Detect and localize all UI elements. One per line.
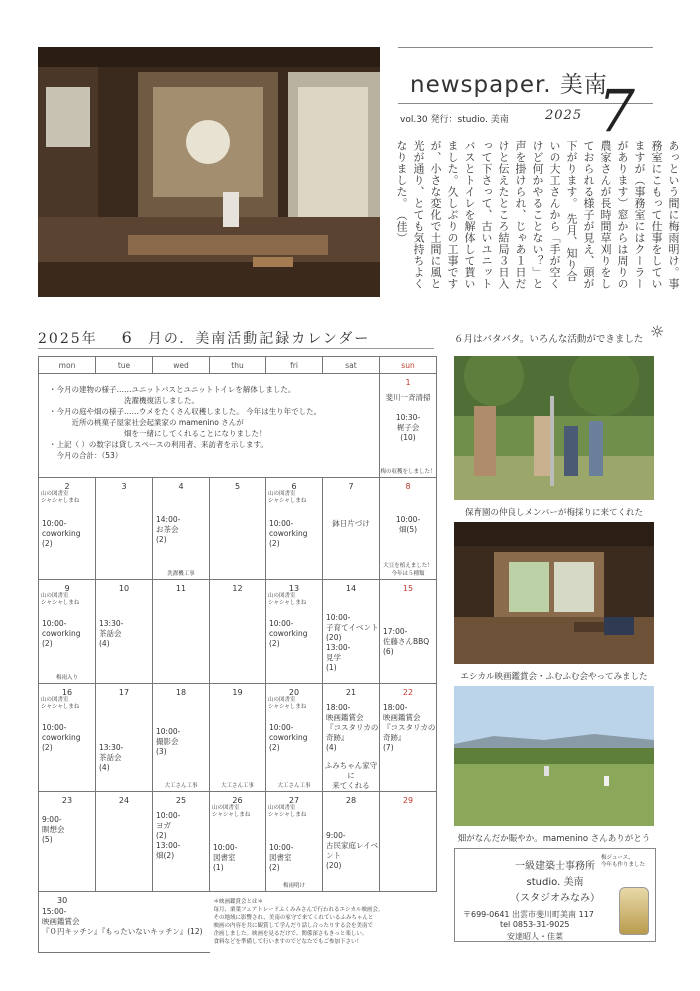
day-cell	[323, 684, 380, 792]
day-number: 24	[118, 796, 130, 805]
calendar-heading	[38, 328, 370, 348]
office-type: 一級建築士事務所	[515, 861, 595, 872]
office-tel: tel 0853-31-9025	[500, 920, 570, 929]
day-small-note: 山の図書室 シャシャしまね	[41, 697, 80, 710]
event-text: 10:30- 梶子会 (10)	[395, 413, 421, 442]
day-number: 9	[64, 584, 70, 593]
day-cell	[323, 792, 380, 892]
event-text: 10:00- 図書室 (1)	[213, 843, 238, 872]
weekday-fri: fri	[266, 357, 323, 374]
weekday-mon: mon	[39, 357, 96, 374]
event-text: 斐川一斉清掃	[385, 393, 431, 402]
photo3-caption: 畑がなんだか賑やか。mamenino さんありがとう	[457, 834, 651, 844]
day-footnote: 洗濯機工事	[167, 571, 195, 577]
day-small-note: 山の図書室 シャシャしまね	[268, 697, 307, 710]
office-name: studio. 美南	[526, 877, 584, 888]
event-text: 10:00- coworking (2)	[269, 519, 308, 548]
calendar-side-note: ６月はバタバタ。いろんな活動ができました	[454, 334, 644, 345]
event-text: 17:00- 佐藤さんBBQ (6)	[383, 627, 430, 656]
event-text: 15:00- 映画鑑賞会 『０円キッチン』『もったいないキッチン』(12)	[42, 907, 203, 936]
day-number: 12	[232, 584, 243, 593]
day-number: 30	[57, 896, 68, 905]
calendar-title: 月の．美南活動記録カレンダー	[147, 331, 371, 347]
event-text: 13:30- 茶話会 (4)	[99, 619, 124, 648]
day-number: 2	[64, 482, 70, 491]
sun-doodle-icon: ☼	[650, 322, 665, 341]
day-number: 18	[175, 688, 187, 697]
photo1-caption: 保育園の仲良しメンバーが梅採りに来てくれた	[465, 508, 643, 518]
day-cell	[39, 792, 96, 892]
weekday-sat: sat	[323, 357, 380, 374]
event-text: 10:00- coworking (2)	[42, 519, 81, 548]
day-cell	[266, 792, 323, 892]
day-number: 6	[291, 482, 297, 491]
day-number: 1	[405, 378, 411, 387]
event-text: 18:00- 映画鑑賞会 『コスタリカの奇跡』 (4)	[326, 703, 379, 752]
day-cell	[39, 478, 96, 580]
film-screening-photo	[454, 522, 654, 664]
interior-photo	[38, 47, 380, 297]
weekday-tue: tue	[96, 357, 153, 374]
event-text: 10:00- 子育てイベント (20) 13:00- 見学 (1)	[326, 613, 379, 672]
office-names: 安達昭人・佳菜	[507, 932, 563, 941]
day-number: 5	[234, 482, 241, 491]
event-text: 10:00- coworking (2)	[42, 619, 81, 648]
day-number: 17	[118, 688, 130, 697]
day-cell	[39, 892, 210, 953]
day-footnote: 梅の収穫をしました！	[380, 469, 436, 475]
event-text: 9:00- 古民家庭レイベント (20)	[326, 831, 379, 870]
event-text: 10:00- coworking (2)	[269, 619, 308, 648]
day-cell	[210, 792, 266, 892]
day-number: 14	[345, 584, 357, 593]
day-cell	[39, 684, 96, 792]
day-number: 19	[232, 688, 243, 697]
event-text: 9:00- 瞑想会 (5)	[42, 815, 65, 844]
activity-calendar	[38, 356, 437, 953]
day-number: 20	[288, 688, 300, 697]
day-cell	[323, 580, 380, 684]
day-small-note: 山の図書室 シャシャしまね	[41, 593, 80, 606]
office-reading: （スタジオみなみ）	[510, 893, 600, 904]
jar-note: 梅ジュース、 今年も作りました	[601, 855, 646, 868]
field-photo	[454, 686, 654, 826]
day-small-note: 山の図書室 シャシャしまね	[268, 805, 307, 818]
day-footnote: 大工さん工事	[277, 783, 311, 789]
day-cell	[210, 478, 266, 580]
day-number: 10	[118, 584, 130, 593]
event-text: 14:00- お茶会 (2)	[156, 515, 181, 544]
month-notes-cell	[39, 374, 380, 478]
newsletter-title: newspaper. 美南	[410, 72, 608, 98]
day-number: 27	[288, 796, 300, 805]
day-cell	[380, 374, 437, 478]
plum-jar-icon	[619, 887, 649, 935]
day-extra-note: ふみちゃん家守に 来てくれる	[324, 761, 378, 790]
weekday-thu: thu	[210, 357, 266, 374]
day-small-note: 山の図書室 シャシャしまね	[212, 805, 251, 818]
weekday-sun: sun	[380, 357, 437, 374]
event-text: 10:00- coworking (2)	[269, 723, 308, 752]
calendar-heading-rule	[38, 348, 434, 349]
day-small-note: 山の図書室 シャシャしまね	[268, 491, 307, 504]
day-number: 3	[121, 482, 127, 491]
day-number: 21	[345, 688, 357, 697]
day-cell	[96, 684, 153, 792]
day-cell	[210, 684, 266, 792]
day-number: 26	[232, 796, 243, 805]
day-cell	[380, 792, 437, 892]
day-cell	[96, 792, 153, 892]
day-cell	[153, 478, 210, 580]
day-cell	[96, 478, 153, 580]
day-small-note: 山の図書室 シャシャしまね	[41, 491, 80, 504]
day-footnote: 大工さん工事	[164, 783, 198, 789]
issue-year: 2025	[545, 108, 583, 123]
office-postal: 〒699-0641 出雲市斐川町美南 117	[463, 910, 594, 919]
day-cell	[323, 478, 380, 580]
day-number: 8	[405, 482, 411, 491]
office-address-box	[454, 848, 656, 942]
day-cell	[210, 580, 266, 684]
day-number: 11	[175, 584, 187, 593]
issue-month: 7	[598, 77, 635, 145]
day-number: 7	[348, 482, 354, 491]
day-cell	[266, 478, 323, 580]
day-cell	[153, 580, 210, 684]
calendar-month: 6	[121, 328, 134, 347]
day-number: 4	[178, 482, 184, 491]
issue-info: vol.30 発行：studio. 美南	[400, 115, 509, 125]
day-number: 23	[61, 796, 73, 805]
editorial-text: あっという間に梅雨明け。事務室にこもって仕事をしていますが（事務室にはクーラーがあります）窓からは周りの農家さんが長時間草刈りをしておられる様子が見え、頭が下がります。 先月、知り合いの大工さんから「手が空くけど何かやることない？」と声を掛けられ、じゃあ１日だけと伝えたところ結局３日入って下さって、古いユニットバスとトイレを解体して貰いました。久しぶりの工事ですが、小さな変化で土間に風と光が通り、とても気持ちよくなりました。 （佳）	[395, 140, 680, 290]
day-footnote: 大工さん工事	[220, 783, 254, 789]
day-cell	[153, 792, 210, 892]
day-number: 13	[288, 584, 300, 593]
masthead-top-rule	[398, 47, 653, 48]
day-number: 25	[175, 796, 187, 805]
day-cell	[266, 684, 323, 792]
month-notes: ・今月の建物の様子……ユニットバスとユニットトイレを解体しました。 洗濯機復活しました。 ・今月の庭や畑の様子……ウメをたくさん収穫しました。 今年は生り年でした。 近所の桃菓子屋家社会起業家の mamenino さんが 畑を一緒にしてくれることになりました！ ・上記（ ）の数字は貸しスペースの利用者、来訪者を示します。 今月の合計：（53）	[49, 385, 322, 460]
event-text: 13:30- 茶話会 (4)	[99, 743, 124, 772]
day-number: 28	[345, 796, 357, 805]
day-cell	[96, 580, 153, 684]
event-text: 10:00- 畑(5)	[395, 515, 421, 534]
plum-picking-photo	[454, 356, 654, 500]
photo2-caption: エシカル映画鑑賞会・ふむふむ会やってみました	[460, 672, 648, 682]
calendar-year: 2025年	[38, 331, 98, 347]
day-cell	[380, 478, 437, 580]
day-number: 15	[402, 584, 414, 593]
event-text: 10:00- ヨガ (2) 13:00- 畑(2)	[156, 811, 181, 860]
event-text: 鉢日片づけ	[332, 519, 370, 528]
day-number: 16	[61, 688, 73, 697]
day-cell	[266, 580, 323, 684]
event-text: 10:00- 図書室 (2)	[269, 843, 294, 872]
film-note-cell	[210, 892, 437, 953]
day-footnote: 大豆を植えました！ 今年は５種類	[383, 563, 433, 577]
day-cell	[380, 684, 437, 792]
day-footnote: 梅雨明け	[282, 883, 305, 889]
day-number: 22	[402, 688, 414, 697]
weekday-wed: wed	[153, 357, 210, 374]
event-text: 18:00- 映画鑑賞会 『コスタリカの奇跡』 (7)	[383, 703, 436, 752]
day-footnote: 梅雨入り	[55, 675, 78, 681]
day-number: 29	[402, 796, 414, 805]
day-small-note: 山の図書室 シャシャしまね	[268, 593, 307, 606]
film-note: ＊映画鑑賞会とは＊ 毎月、栗葉フェアトレードふくみみさんで行われるエシカル映画会。 その地域に影響され、美南の家守で来てくれているふみちゃんと 映画の内容を共に観賞して学んだり話し合ったりする会を美南で 企画しました。映画を見るだけで、関係深さもきっと楽しい。 食料などを準備して行いますのでどなたでもご参加下さい！	[213, 899, 384, 945]
event-text: 10:00- 撮影会 (3)	[156, 727, 181, 756]
event-text: 10:00- coworking (2)	[42, 723, 81, 752]
day-cell	[153, 684, 210, 792]
day-cell	[39, 580, 96, 684]
day-cell	[380, 580, 437, 684]
